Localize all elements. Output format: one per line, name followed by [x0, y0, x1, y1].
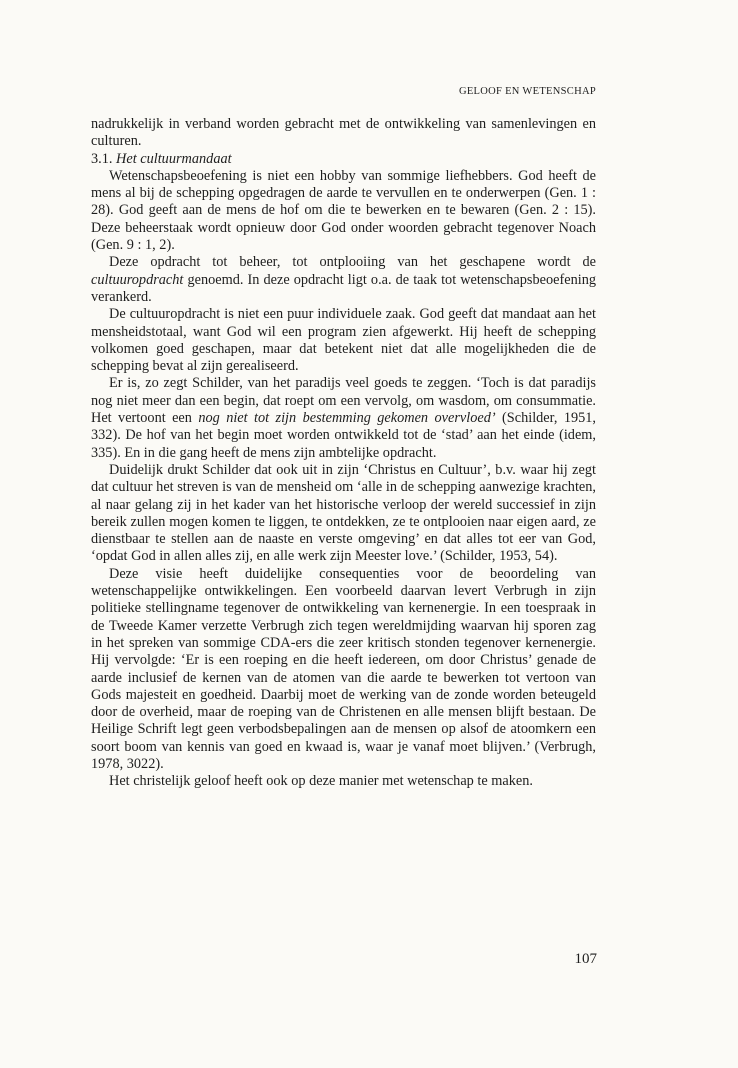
section-heading: [91, 151, 596, 168]
paragraph-2-part-a: Deze opdracht tot beheer, tot ontplooiing van het geschapene wordt de: [109, 254, 596, 271]
paragraph-2-part-b: genoemd. In deze opdracht ligt o.a. de taak tot wetenschapsbeoefening verankerd.: [91, 271, 596, 305]
body-text: [91, 116, 596, 791]
page-number: 107: [574, 951, 597, 967]
paragraph-6: Deze visie heeft duidelijke consequenties voor de beoordeling van wetenschappelijke ontwikkelingen. Een voorbeeld daarvan levert Verbrugh in zijn politieke stellingname tegenover de ontwikkeling van kernenergie. In een toespraak in de Tweede Kamer verzette Verbrugh zich tegen wereldmijding waarvan hij sporen zag in het spreken van sommige CDA-ers die zeer kritisch stonden tegenover kernenergie. Hij vervolgde: ‘Er is een roeping en die heeft iedereen, om door Christus’ genade de aarde inclusief de kernen van de atomen van die aarde te bewerken tot vertoon van Gods majesteit en goedheid. Daarbij moet de werking van de zonde worden beteugeld door de overheid, maar de roeping van de Christenen en alle mensen blijft bestaan. De Heilige Schrift legt geen verbodsbepalingen aan de mensen op alsof de atoomkern een soort boom van kennis van goed en kwaad is, waar je vanaf moet blijven.’ (Verbrugh, 1978, 3022).: [91, 565, 596, 772]
paragraph-4: [91, 375, 596, 461]
paragraph-4-part-a: Er is, zo zegt Schilder, van het paradijs veel goeds te zeggen. ‘Toch is dat paradijs nog niet meer dan een begin, dat roept om een vervolg, om wasdom, om consummatie. Het vertoont een: [91, 375, 596, 427]
section-title: Het cultuurmandaat: [116, 150, 232, 167]
opening-paragraph: nadrukkelijk in verband worden gebracht met de ontwikkeling van samenlevingen en culturen.: [91, 116, 596, 150]
paragraph-1: Wetenschapsbeoefening is niet een hobby van sommige liefhebbers. God heeft de mens al bij de schepping opgedragen de aarde te vervullen en te onderwerpen (Gen. 1 : 28). God geeft aan de mens de hof om die te bewerken en te bewaren (Gen. 2 : 15). Deze beheerstaak wordt opnieuw door God onder woorden gebracht tegenover Noach (Gen. 9 : 1, 2).: [91, 167, 596, 254]
paragraph-4-part-b: (Schilder, 1951, 332). De hof van het begin moet worden ontwikkeld tot de ‘stad’ aan het einde (idem, 335). En in die gang heeft de mens zijn ambtelijke opdracht.: [91, 410, 596, 461]
emphasis-quote: nog niet tot zijn bestemming gekomen overvloed’: [198, 410, 496, 427]
paragraph-2: [91, 254, 596, 306]
paragraph-5: Duidelijk drukt Schilder dat ook uit in zijn ‘Christus en Cultuur’, b.v. waar hij zegt dat cultuur het streven is van de mensheid om ‘alle in de schepping aanwezige krachten, al naar gelang zij in het kader van het historische verloop der wereld successief in zijn bereik zullen mogen komen te liggen, te ontdekken, ze te ontplooien naar eigen aard, ze dienstbaar te stellen aan de naaste en verste omgeving’ en dat alles tot eer van God, ‘opdat God in allen alles zij, en alle werk zijn Meester love.’ (Schilder, 1953, 54).: [91, 461, 596, 565]
section-number: 3.1.: [91, 150, 113, 167]
paragraph-7: Het christelijk geloof heeft ook op deze manier met wetenschap te maken.: [109, 773, 533, 790]
running-head: GELOOF EN WETENSCHAP: [458, 86, 596, 97]
paragraph-3: De cultuuropdracht is niet een puur individuele zaak. God geeft dat mandaat aan het mensheidstotaal, want God wil een program zien afgewerkt. Hij heeft de schepping volkomen goed geschapen, maar dat betekent niet dat alle mogelijkheden die de schepping bevat al zijn gerealiseerd.: [91, 306, 596, 375]
emphasis-cultuuropdracht: cultuuropdracht: [91, 271, 184, 288]
